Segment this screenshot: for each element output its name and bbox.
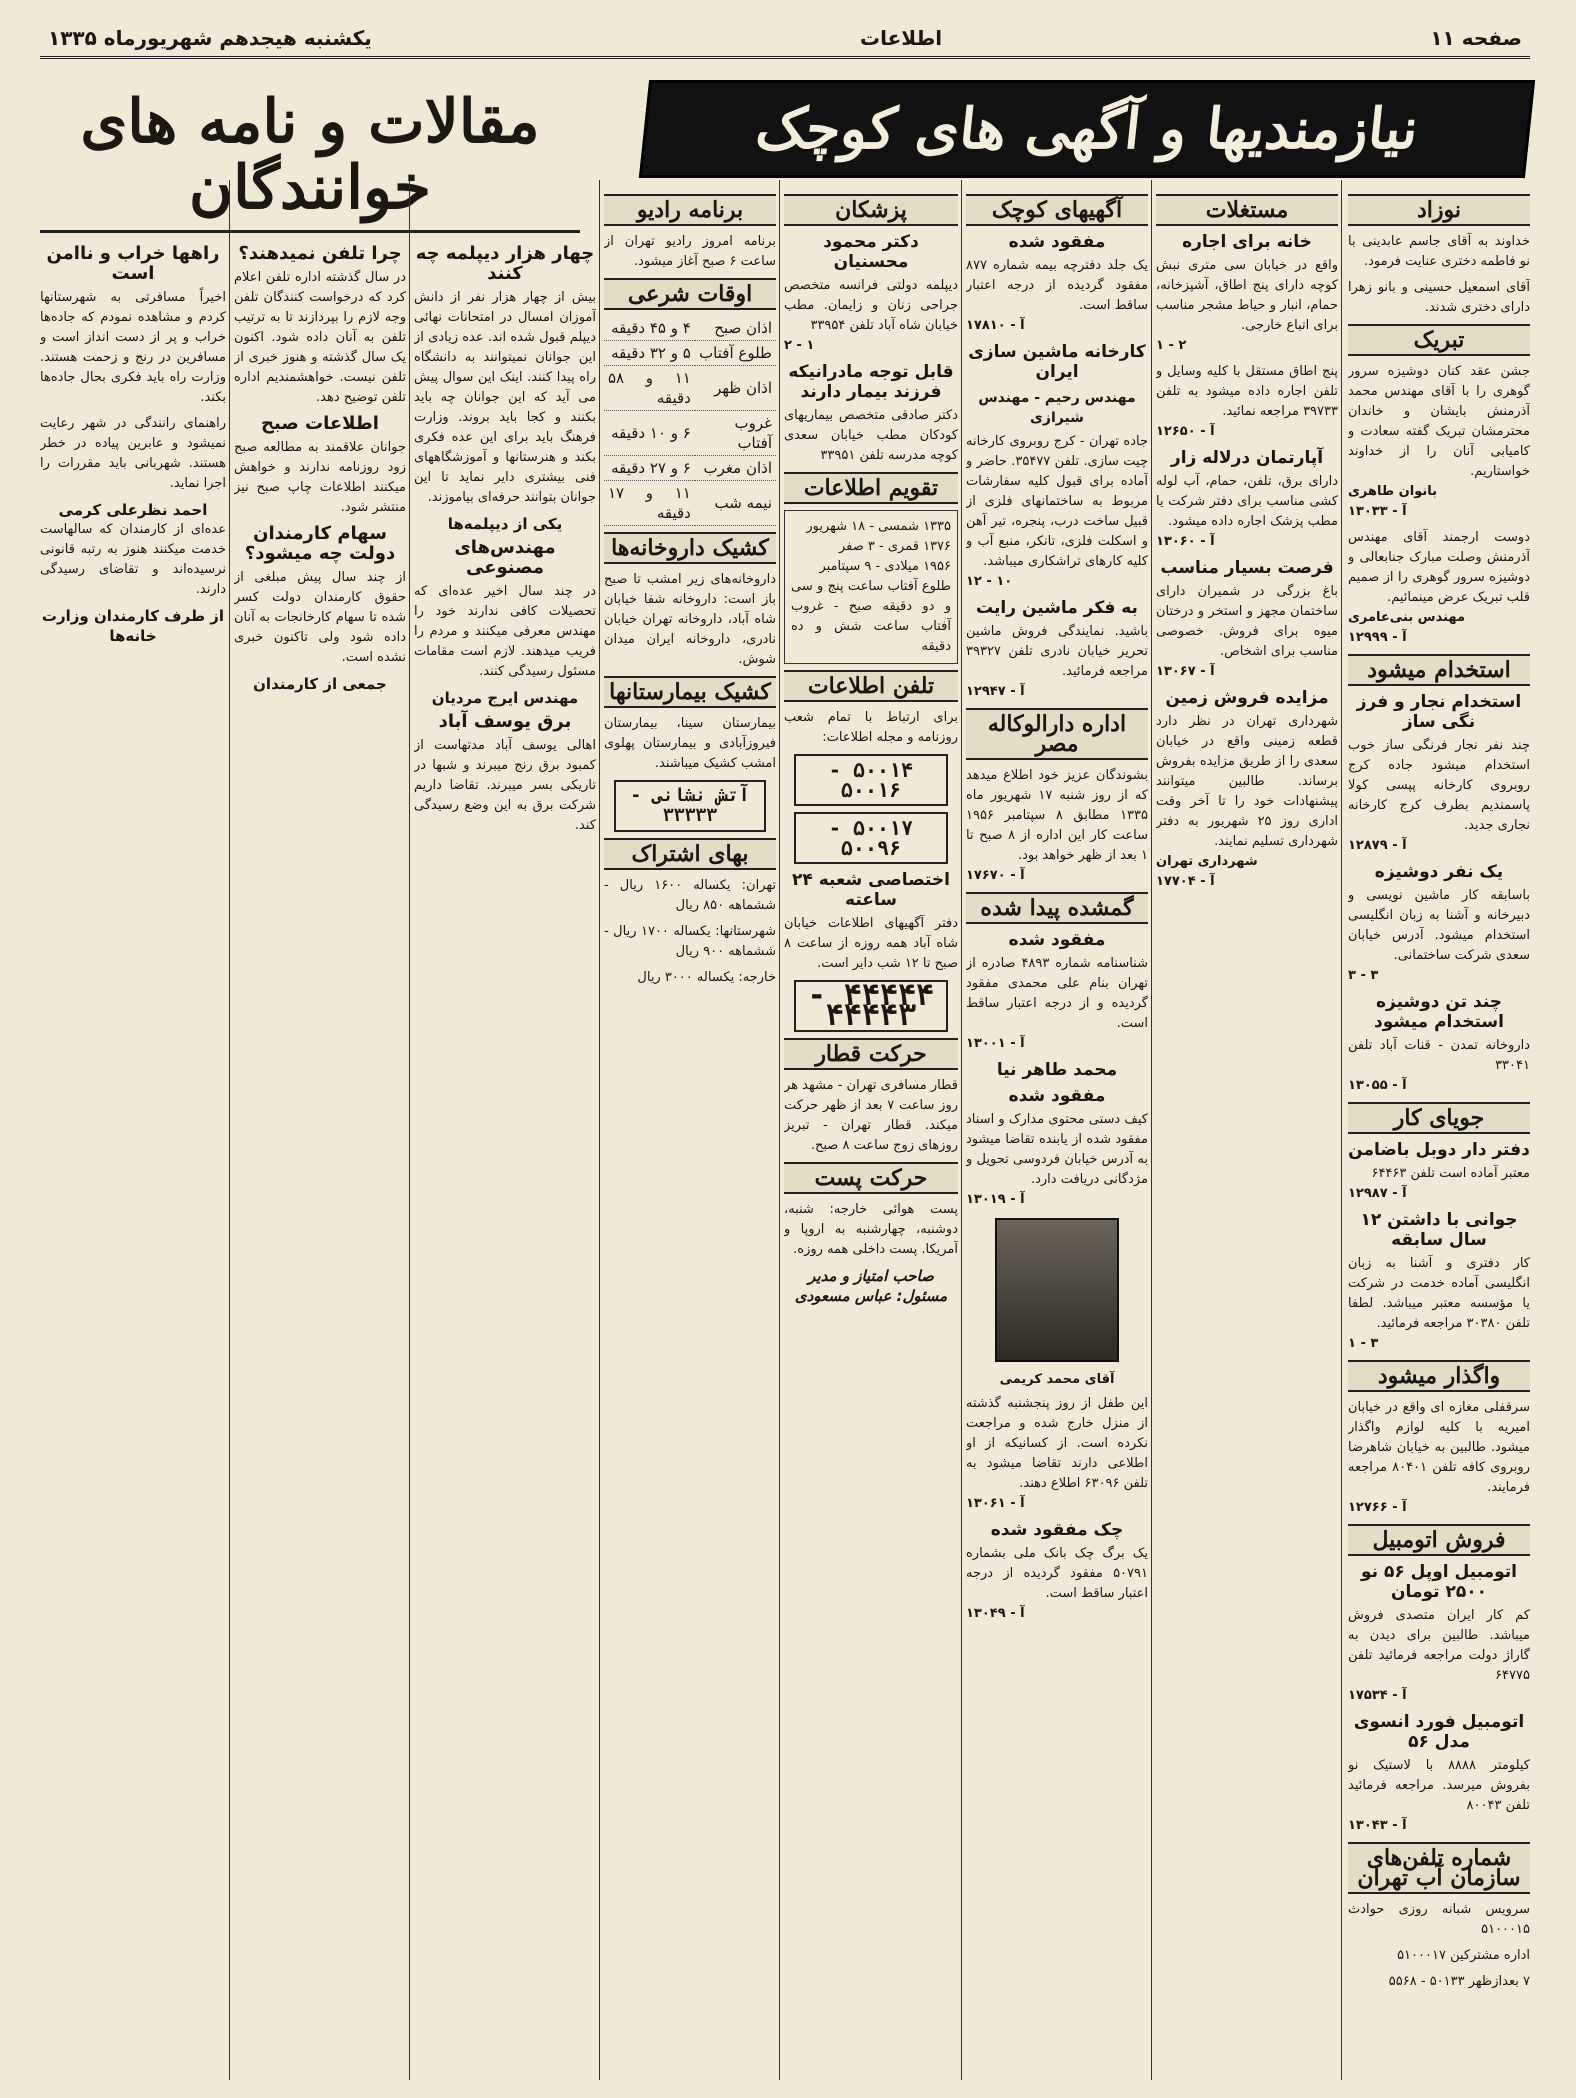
column-rule	[779, 180, 780, 2080]
ad-text: این طفل از روز پنجشنبه گذشته از منزل خارج شده و مراجعت نکرده است. از کسانیکه از او اطلاعی دارند تقاضا میشود به تلفن ۶۳۰۹۶ اطلاع دهند.	[966, 1396, 1148, 1491]
ad-title: خانه برای اجاره	[1182, 232, 1312, 252]
page-label: صفحه ۱۱	[1430, 26, 1522, 50]
hiring-ad	[1348, 886, 1530, 986]
column-rule	[1341, 180, 1342, 2080]
column-small-ads	[966, 188, 1148, 2072]
prayer-name: اذان مغرب	[695, 456, 776, 481]
ad-title: آپارتمان درلاله زار	[1170, 448, 1324, 468]
water-phone: اداره مشترکین ۵۱۰۰۰۱۷	[1397, 1948, 1530, 1963]
ad-text: سرقفلی مغازه ای واقع در خیابان امیریه با کلیه لوازم واگذار میشود. طالبین به خیابان شاهرضا روبروی کافه تلفن ۸۰۴۰۱ مراجعه فرمایند.	[1348, 1400, 1530, 1495]
missing-person-photo	[995, 1218, 1119, 1362]
water-phone: سرویس شبانه روزی حوادث ۵۱۰۰۰۱۵	[1348, 1902, 1530, 1937]
ad-code: آ - ۱۷۷۰۴	[1156, 874, 1215, 889]
ad-text: شهرداری تهران در نظر دارد قطعه زمینی واقع در خیابان سعدی را از طریق مزایده بفروش برساند. طالبین میتوانند پیشنهادات خود را تا آخر وقت اداری روز ۲۵ شهریور به دفتر شهرداری تسلیم نمایند.	[1156, 714, 1338, 849]
pharmacy-heading: کشیک داروخانه‌ها	[604, 532, 776, 564]
train-heading: حرکت قطار	[784, 1038, 958, 1070]
ad-signature: شهرداری تهران	[1156, 854, 1258, 869]
column-letters-3	[40, 240, 226, 2072]
ad-text: واقع در خیابان سی متری نبش کوچه دارای پنج اطاق، آشپزخانه، حمام، انبار و حیاط مشجر مناسب برای اتباع خارجی.	[1156, 258, 1338, 333]
column-rule	[229, 180, 230, 2080]
ad-text: معتبر آماده است تلفن ۶۴۴۶۳	[1371, 1166, 1530, 1181]
lost-ad	[966, 256, 1148, 336]
congrats-signature: مهندس بنی‌عامری	[1348, 610, 1466, 625]
ad-code: آ - ۱۲۹۴۷	[966, 684, 1025, 699]
ad-text: بشوندگان عزیز خود اطلاع میدهد که از روز شنبه ۱۷ شهریور ماه ۱۳۳۵ مطابق ۸ سپتامبر ۱۹۵۶ ساعت کار این اداره از ۸ صبح تا ۱ بعد از ظهر خواهد بود.	[966, 768, 1148, 863]
prayer-time: ۴ و ۴۵ دقیقه	[604, 316, 695, 341]
ad-title: استخدام نجار و فرز نگی ساز	[1356, 692, 1522, 732]
lost-ad	[966, 1110, 1148, 1210]
ad-title: به فکر ماشین رایت	[976, 598, 1138, 618]
article-signature: مهندس ایرج مردیان	[431, 689, 579, 707]
ad-text: پنج اطاق مستقل با کلیه وسایل و تلفن اجاره داده میشود به تلفن ۳۹۷۳۳ مراجعه نمائید.	[1156, 364, 1338, 419]
calendar-line: ۱۳۳۵ شمسی - ۱۸ شهریور	[806, 519, 951, 534]
subscription-line: خارجه: یکساله ۳۰۰۰ ریال	[637, 970, 776, 985]
calendar-line: ۱۳۷۶ قمری - ۳ صفر	[838, 539, 951, 554]
train-text: قطار مسافری تهران - مشهد هر روز ساعت ۷ بعد از ظهر حرکت میکند. قطار تهران - تبریز روزهای زوج ساعت ۸ صبح.	[784, 1078, 958, 1153]
article-body: اهالی یوسف آباد مدتهاست از کمبود برق رنج میبرند و شبها در تاریکی بسر میبرند. تقاضا داریم شرکت برق به این وضع رسیدگی کند.	[414, 738, 596, 833]
ad-text: باسابقه کار ماشین نویسی و دبیرخانه و آشنا به زبان انگلیسی استخدام میشود. آدرس خیابان سعدی شرکت ساختمانی.	[1348, 888, 1530, 963]
ettelaat-phone-number: ۵۰۰۱۷ - ۵۰۰۹۶	[794, 812, 948, 864]
ad-text: یک برگ چک بانک ملی بشماره ۵۰۷۹۱ مفقود گردیده از درجه اعتبار ساقط است.	[966, 1546, 1148, 1601]
ad-subtitle: مهندس رحیم - مهندس شیرازی	[978, 390, 1136, 426]
prayer-row	[604, 341, 776, 366]
prayer-time: ۱۱ و ۵۸ دقیقه	[604, 366, 695, 411]
ad-text: کم کار ایران متصدی فروش میباشد. طالبین برای دیدن به گاراژ دولت مراجعه فرمائید تلفن ۶۴۷۷۵	[1348, 1608, 1530, 1683]
column-doctors-info	[784, 188, 958, 2072]
ad-code: آ - ۱۷۸۱۰	[966, 318, 1025, 333]
real-estate-ad	[1156, 362, 1338, 442]
birth-notice: آقای اسمعیل حسینی و بانو زهرا دارای دختری شدند.	[1348, 280, 1530, 315]
prayer-row	[604, 481, 776, 526]
ad-text: کیف دستی محتوی مدارک و اسناد مفقود شده از یابنده تقاضا میشود به آدرس خیابان فردوسی تحویل و مژدگانی دریافت دارد.	[966, 1112, 1148, 1187]
article-body: از چند سال پیش مبلغی از حقوق کارمندان دولت کسر شده تا سهام کارخانجات به آنان داده شود ولی تاکنون خبری نشده است.	[234, 570, 406, 665]
article-body: در سال گذشته اداره تلفن اعلام کرد که درخواست کنندگان تلفن وجه لازم را بپردازند تا به ترتیب تلفن به آنان داده شود. اکنون یک سال گذشته و هنوز خبری از تلفن نیست. خواهشمندیم اداره تلفن توضیح دهد.	[234, 270, 406, 405]
calendar-line: ۱۹۵۶ میلادی - ۹ سپتامبر	[819, 559, 951, 574]
egypt-office-heading: اداره دارالوکاله مصر	[966, 708, 1148, 760]
prayer-times-table	[604, 316, 776, 526]
column-rule	[1151, 180, 1152, 2080]
congrats-text: جشن عقد کنان دوشیزه سرور گوهری را با آقای مهندس محمد آذرمنش بایشان و خاندان محترمشان تبریک گفته سعادت و کامیابی آنان را از خداوند خواستاریم.	[1348, 364, 1530, 479]
job-ad	[1348, 1254, 1530, 1354]
article-title: راهها خراب و ناامن است	[46, 243, 220, 284]
ad-title: قابل توجه مادرانیکه فرزند بیمار دارند	[788, 362, 954, 402]
ad-code: ۳ - ۱	[1348, 1336, 1379, 1351]
handover-ad	[1348, 1398, 1530, 1518]
real-estate-ad	[1156, 712, 1338, 892]
post-text: پست هوائی خارجه: شنبه، دوشنبه، چهارشنبه به اروپا و آمریکا. پست داخلی همه روزه.	[784, 1202, 958, 1257]
factory-ad	[966, 432, 1148, 592]
handover-heading: واگذار میشود	[1348, 1360, 1530, 1392]
real-estate-ad	[1156, 256, 1338, 356]
column-rule	[599, 180, 600, 2080]
hospital-heading: کشیک بیمارستانها	[604, 676, 776, 708]
congrats-signature: بانوان طاهری	[1348, 484, 1438, 499]
ad-code: آ - ۱۳۰۴۹	[966, 1606, 1025, 1621]
radio-heading: برنامه رادیو	[604, 194, 776, 226]
article-title: برق یوسف آباد	[438, 711, 572, 732]
small-ads-heading: آگهیهای کوچک	[966, 194, 1148, 226]
ad-code: آ - ۱۲۷۶۶	[1348, 1500, 1407, 1515]
ad-title: کارخانه ماشین سازی ایران	[968, 342, 1146, 382]
ad-text: باشید. نمایندگی فروش ماشین تحریر خیابان نادری تلفن ۳۹۳۲۷ مراجعه فرمائید.	[966, 624, 1148, 679]
ad-code: آ - ۱۳۰۵۵	[1348, 1078, 1407, 1093]
ad-code: آ - ۱۳۰۶۷	[1156, 664, 1215, 679]
radio-text: برنامه امروز رادیو تهران از ساعت ۶ صبح آغاز میشود.	[604, 234, 776, 269]
special-office-heading: اختصاصی شعبه ۲۴ ساعته	[792, 870, 950, 910]
calendar-box	[784, 510, 958, 664]
ad-text: شناسنامه شماره ۴۸۹۳ صادره از تهران بنام علی محمدی مفقود گردیده و از درجه اعتبار ساقط است.	[966, 956, 1148, 1031]
lost-ad	[966, 1544, 1148, 1624]
special-office-text: دفتر آگهیهای اطلاعات خیابان شاه آباد همه روزه از ساعت ۸ صبح تا ۱۲ شب دایر است.	[784, 916, 958, 971]
births-heading: نوزاد	[1348, 194, 1530, 226]
article-signature: از طرف کارمندان وزارت خانه‌ها	[41, 607, 225, 645]
article-body: جوانان علاقمند به مطالعه صبح زود روزنامه ندارند و خواهش میکنند اطلاعات چاپ صبح نیز منتشر شود.	[234, 440, 406, 515]
prayer-time: ۵ و ۳۲ دقیقه	[604, 341, 695, 366]
water-phones-heading: شماره تلفن‌های سازمان آب تهران	[1348, 1842, 1530, 1894]
congrats-notice	[1348, 362, 1530, 522]
ad-title: فرصت بسیار مناسب	[1160, 558, 1334, 578]
ad-text: دارای برق، تلفن، حمام، آب لوله کشی مناسب برای دفتر شرکت یا مطب پزشک اجاره داده میشود.	[1156, 474, 1338, 529]
prayer-time: ۱۱ و ۱۷ دقیقه	[604, 481, 695, 526]
congrats-text: دوست ارجمند آقای مهندس آذرمنش وصلت مبارک جنابعالی و دوشیزه سرور گوهری را از صمیم قلب تبریک عرض مینمائیم.	[1348, 530, 1530, 605]
ad-title: اتومبیل اوپل ۵۶ نو ۲۵۰۰ تومان	[1361, 1562, 1517, 1602]
ad-name: محمد طاهر نیا	[996, 1060, 1118, 1080]
car-ad	[1348, 1606, 1530, 1706]
column-rule	[961, 180, 962, 2080]
paper-name: اطلاعات	[860, 26, 943, 50]
ad-title: اتومبیل فورد انسوی مدل ۵۶	[1353, 1712, 1525, 1752]
top-strip	[40, 20, 1530, 59]
article-body: راهنمای رانندگی در شهر رعایت نمیشود و عابرین پیاده در خطر هستند. شهربانی باید مقررات را اجرا نماید.	[40, 416, 226, 491]
hiring-heading: استخدام میشود	[1348, 654, 1530, 686]
ad-title: جوانی با داشتن ۱۲ سال سابقه	[1360, 1210, 1518, 1250]
ad-text: کیلومتر ۸۸۸۸ با لاستیک نو بفروش میرسد. مراجعه فرمائید تلفن ۸۰۰۴۳	[1348, 1758, 1530, 1813]
articles-banner: مقالات و نامه های خوانندگان	[40, 80, 580, 233]
congrats-notice	[1348, 528, 1530, 648]
ad-text: جاده تهران - کرج روبروی کارخانه چیت سازی. تلفن ۳۵۴۷۷. حاضر و آماده برای قبول کلیه سفارشات مربوط به ساختمانهای فلزی از قبیل ساخت درب، پنجره، تیر آهن و اسکلت فلزی، تانکر، منبع آب و کلیه کارهای تراشکاری میباشد.	[966, 434, 1148, 569]
ad-code: آ - ۱۷۵۳۴	[1348, 1688, 1407, 1703]
pharmacy-text: داروخانه‌های زیر امشب تا صبح باز است: داروخانه شفا خیابان شاه آباد، داروخانه تهران خیابان نادری، داروخانه ایران میدان شوش.	[604, 572, 776, 667]
job-ad	[1348, 1164, 1530, 1204]
fire-phone: آتش نشانی - ۳۳۳۳۳	[614, 780, 766, 832]
calendar-note: طلوع آفتاب ساعت پنج و سی و دو دقیقه صبح - غروب آفتاب ساعت شش و ده دقیقه	[791, 579, 951, 654]
article-body: بیش از چهار هزار نفر از دانش آموزان امسال در امتحانات نهائی دیپلم قبول شده اند. عده زیادی از این جوانان نمیتوانند به دانشگاه راه پیدا کنند. اینک این سوال پیش می آید که این جوانان چه باید بکنند و کجا باید بروند. وزارت فرهنگ باید برای این عده فکری بکند و هنرستانها و آموزشگاههای فنی بیشتری دایر نماید تا این جوانان بتوانند حرفه‌ای بیاموزند.	[414, 290, 596, 505]
column-births-ads	[1348, 188, 1530, 2072]
prayer-name: نیمه شب	[695, 481, 776, 526]
post-heading: حرکت پست	[784, 1162, 958, 1194]
article-signature: جمعی از کارمندان	[253, 675, 387, 693]
subscription-line: شهرستانها: یکساله ۱۷۰۰ ریال - ششماهه ۹۰۰ ریال	[604, 924, 776, 959]
prayer-row	[604, 366, 776, 411]
real-estate-ad	[1156, 472, 1338, 552]
car-ad	[1348, 1756, 1530, 1836]
ad-title: چک مفقود شده	[990, 1520, 1124, 1540]
prayer-name: اذان ظهر	[695, 366, 776, 411]
ad-title: مفقود شده	[1008, 232, 1106, 252]
ad-title: یک نفر دوشیزه	[1374, 862, 1504, 882]
lost-ad	[966, 954, 1148, 1054]
ad-code: آ - ۱۳۰۱۹	[966, 1192, 1025, 1207]
water-phone: ۷ بعدازظهر ۵۰۱۳۳ - ۵۵۶۸	[1388, 1974, 1530, 1989]
jobs-heading: جویای کار	[1348, 1102, 1530, 1134]
issue-date: یکشنبه هیجدهم شهریورماه ۱۳۳۵	[48, 26, 372, 50]
ad-text: چند نفر نجار فرنگی ساز خوب استخدام میشود جاده کرج روبروی کارخانه پپسی کولا پاسمندیم بطرف کرج کارخانه نجاری جدید.	[1348, 738, 1530, 833]
lost-found-heading: گمشده پیدا شده	[966, 892, 1148, 924]
ettelaat-phone-heading: تلفن اطلاعات	[784, 670, 958, 702]
ad-code: آ - ۱۷۶۷۰	[966, 868, 1025, 883]
ad-title: مزایده فروش زمین	[1165, 688, 1329, 708]
real-estate-ad	[1156, 582, 1338, 682]
ad-code: ۱ - ۲	[784, 338, 815, 353]
ad-code: آ - ۱۳۰۳۳	[1348, 504, 1407, 519]
prayer-row	[604, 316, 776, 341]
ad-text: یک جلد دفترچه بیمه شماره ۸۷۷ مفقود گردیده از درجه اعتبار ساقط است.	[966, 258, 1148, 313]
owner-signature: صاحب امتیاز و مدیر مسئول: عباس مسعودی	[794, 1267, 948, 1305]
column-letters-1	[414, 240, 596, 2072]
real-estate-heading: مستغلات	[1156, 194, 1338, 226]
special-phone-number: ۴۴۴۴۴ - ۴۴۴۴۳	[794, 980, 948, 1032]
ad-code: آ - ۱۲۶۵۰	[1156, 424, 1215, 439]
ad-code: ۱۰ - ۱۲	[966, 574, 1013, 589]
small-ads-banner: نیازمندیها و آگهی های کوچک	[639, 80, 1535, 178]
prayer-time: ۶ و ۱۰ دقیقه	[604, 411, 695, 456]
ettelaat-phone-text: برای ارتباط با تمام شعب روزنامه و مجله اطلاعات:	[784, 710, 958, 745]
calendar-heading: تقویم اطلاعات	[784, 472, 958, 504]
ad-title: مفقود شده	[1008, 930, 1106, 950]
article-body: اخیراً مسافرتی به شهرستانها کردم و مشاهده نمودم که جاده‌ها خراب و پر از دست انداز است و مسافرین در رنج و زحمت هستند. وزارت راه باید فکری بحال جاده‌ها بکند.	[40, 290, 226, 405]
missing-person-notice	[966, 1394, 1148, 1514]
prayer-time: ۶ و ۲۷ دقیقه	[604, 456, 695, 481]
ad-code: آ - ۱۲۸۷۹	[1348, 838, 1407, 853]
column-letters-2	[234, 240, 406, 2072]
hiring-ad	[1348, 1036, 1530, 1096]
congrats-heading: تبریک	[1348, 324, 1530, 356]
car-sale-heading: فروش اتومبیل	[1348, 1524, 1530, 1556]
ad-text: کار دفتری و آشنا به زبان انگلیسی آماده خدمت در شرکت یا مؤسسه معتبر میباشد. لطفا تلفن ۳۰۳۸۰ مراجعه فرمائید.	[1348, 1256, 1530, 1331]
article-title: اطلاعات صبح	[261, 413, 379, 434]
ad-text: داروخانه تمدن - قنات آباد تلفن ۳۳۰۴۱	[1348, 1038, 1530, 1073]
prayer-row	[604, 456, 776, 481]
column-rule	[409, 180, 410, 2080]
newspaper-page	[40, 20, 1530, 2080]
ad-title: چند تن دوشیزه استخدام میشود	[1374, 992, 1504, 1032]
doctors-heading: پزشکان	[784, 194, 958, 226]
article-title: چهار هزار دیپلمه چه کنند	[415, 243, 595, 284]
prayer-times-heading: اوقات شرعی	[604, 278, 776, 310]
ad-text: باغ بزرگی در شمیران دارای ساختمان مجهز و استخر و درختان میوه برای فروش. خصوصی مناسب برای اشخاص.	[1156, 584, 1338, 659]
ad-text: دیپلمه دولتی فرانسه متخصص جراحی زنان و زایمان. مطب خیابان شاه آباد تلفن ۳۳۹۵۴	[784, 278, 958, 333]
doctor-ad: دکتر صادقی متخصص بیماریهای کودکان مطب خیابان سعدی کوچه مدرسه تلفن ۳۳۹۵۱	[784, 408, 958, 463]
ad-code: ۳ - ۳	[1348, 968, 1379, 983]
article-body: عده‌ای از کارمندان که سالهاست خدمت میکنند هنوز به رتبه قانونی نرسیده‌اند و تقاضای رسیدگی دارند.	[40, 522, 226, 597]
ad-code: آ - ۱۳۰۰۱	[966, 1036, 1025, 1051]
subscription-line: تهران: یکساله ۱۶۰۰ ریال - ششماهه ۸۵۰ ریال	[604, 878, 776, 913]
subscription-heading: بهای اشتراک	[604, 838, 776, 870]
ad-title: مفقود شده	[1008, 1086, 1106, 1106]
prayer-name: طلوع آفتاب	[695, 341, 776, 366]
column-real-estate	[1156, 188, 1338, 2072]
ad-code: آ - ۱۳۰۶۰	[1156, 534, 1215, 549]
hospital-text: بیمارستان سینا، بیمارستان فیروزآبادی و بیمارستان پهلوی امشب کشیک میباشند.	[604, 716, 776, 771]
column-radio-prayer	[604, 188, 776, 2072]
ad-title: دفتر دار دوبل باضامن	[1348, 1140, 1530, 1160]
prayer-row	[604, 411, 776, 456]
article-title: چرا تلفن نمیدهند؟	[238, 243, 402, 264]
article-title: سهام کارمندان دولت چه میشود؟	[244, 523, 396, 564]
ettelaat-phone-number: ۵۰۰۱۴ - ۵۰۰۱۶	[794, 754, 948, 806]
ad-code: آ - ۱۳۰۴۳	[1348, 1818, 1407, 1833]
photo-caption: آقای محمد کریمی	[999, 1372, 1115, 1387]
egypt-notice	[966, 766, 1148, 886]
article-title: مهندس‌های مصنوعی	[454, 537, 556, 578]
article-body: در چند سال اخیر عده‌ای که تحصیلات کافی ندارند خود را مهندس معرفی میکنند و مردم را فریب میدهند. لازم است مقامات مسئول رسیدگی کنند.	[414, 584, 596, 679]
birth-notice: خداوند به آقای جاسم عابدینی با نو فاطمه دختری عنایت فرمود.	[1348, 234, 1530, 269]
ad-code: ۲ - ۱	[1156, 338, 1187, 353]
article-signature: احمد نظرعلی کرمی	[58, 501, 208, 519]
prayer-name: اذان صبح	[695, 316, 776, 341]
doctor-ad	[784, 276, 958, 356]
hiring-ad	[1348, 736, 1530, 856]
typewriter-ad	[966, 622, 1148, 702]
prayer-name: غروب آفتاب	[695, 411, 776, 456]
article-signature: یکی از دیپلمه‌ها	[447, 515, 563, 533]
ad-code: آ - ۱۳۰۶۱	[966, 1496, 1025, 1511]
ad-code: آ - ۱۲۹۸۷	[1348, 1186, 1407, 1201]
ad-title: دکتر محمود محسنیان	[823, 232, 919, 272]
ad-code: آ - ۱۲۹۹۹	[1348, 630, 1407, 645]
